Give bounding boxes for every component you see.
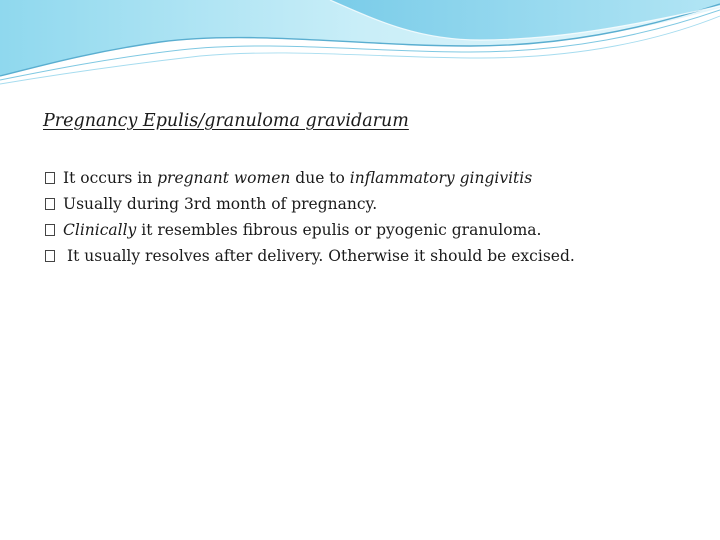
bullet-item	[45, 194, 575, 220]
bullet-text: Usually during 3rd month of pregnancy.	[63, 195, 378, 213]
bullet-item	[45, 220, 575, 246]
bullet-list	[45, 168, 575, 272]
bullet-item	[45, 246, 575, 272]
header-wave-decoration	[0, 0, 720, 90]
bullet-text: It occurs in pregnant women due to inflammatory gingivitis	[63, 169, 533, 187]
bullet-text: It usually resolves after delivery. Otherwise it should be excised.	[67, 247, 575, 265]
checkbox-bullet-icon	[45, 224, 55, 236]
checkbox-bullet-icon	[45, 250, 55, 262]
checkbox-bullet-icon	[45, 198, 55, 210]
bullet-item	[45, 168, 575, 194]
bullet-text: Clinically it resembles fibrous epulis or pyogenic granuloma.	[63, 221, 542, 239]
checkbox-bullet-icon	[45, 172, 55, 184]
slide-title: Pregnancy Epulis/granuloma gravidarum	[43, 111, 409, 131]
